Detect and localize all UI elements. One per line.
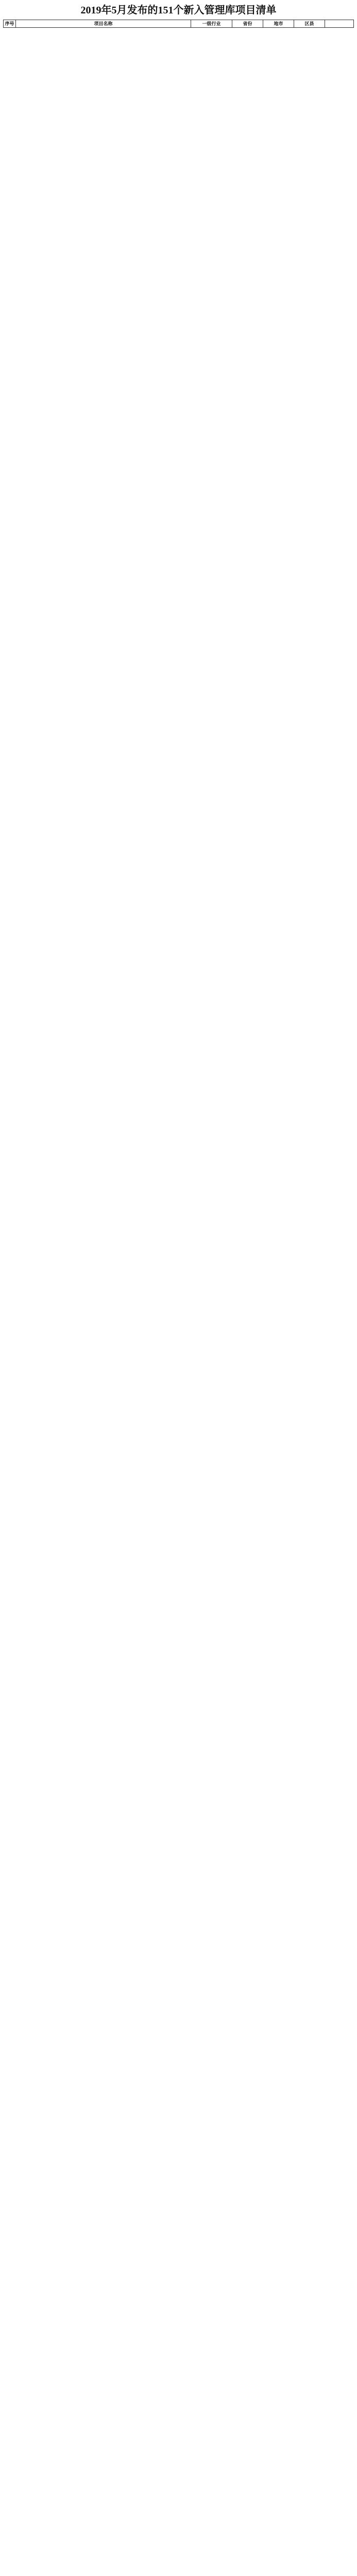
- header-city: 地市: [263, 20, 294, 28]
- page-title: 2019年5月发布的151个新入管理库项目清单: [80, 5, 277, 16]
- project-table: [3, 20, 354, 28]
- header-serial: 序号: [4, 20, 16, 28]
- header-industry: 一级行业: [191, 20, 232, 28]
- header-province: 省份: [232, 20, 263, 28]
- header-extra: [325, 20, 354, 28]
- header-project-name: 项目名称: [16, 20, 191, 28]
- header-county: 区县: [294, 20, 325, 28]
- table-header-row: [4, 20, 354, 28]
